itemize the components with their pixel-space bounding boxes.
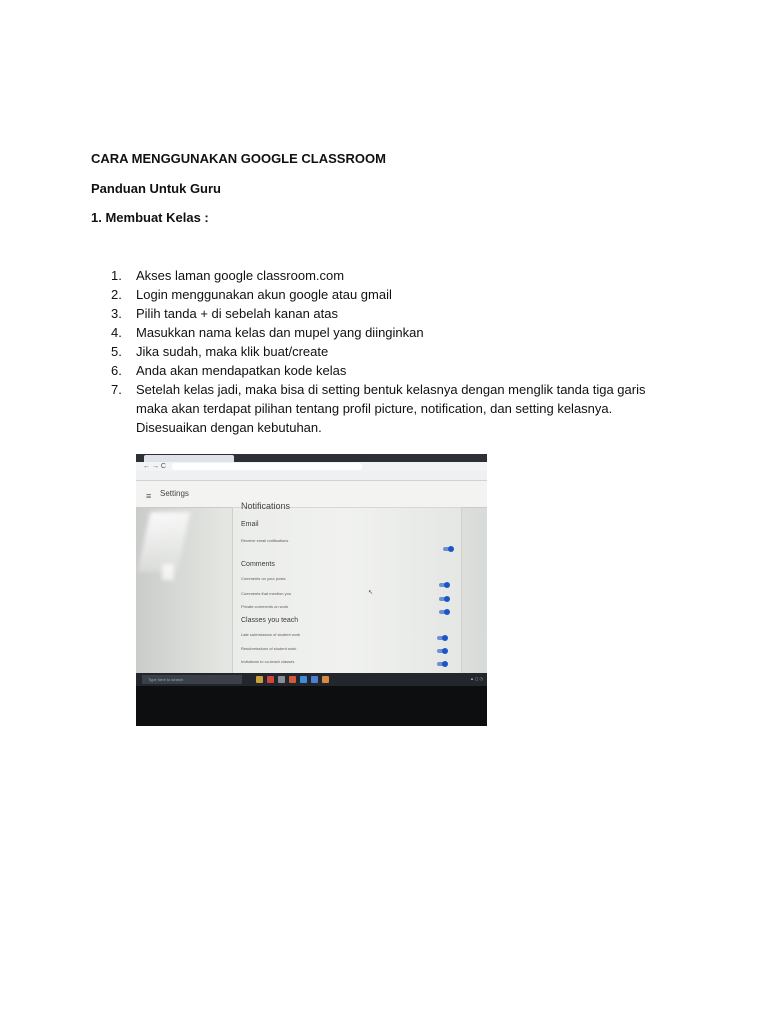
app-icon	[289, 676, 296, 683]
list-item	[111, 304, 671, 323]
browser-tab	[144, 455, 234, 462]
settings-title: Settings	[160, 489, 189, 498]
list-item	[111, 342, 671, 361]
list-number: 7.	[111, 382, 122, 397]
comments-toggle	[439, 583, 449, 587]
notifications-panel	[232, 501, 462, 682]
steps-list	[111, 266, 671, 437]
list-item	[111, 266, 671, 285]
browser-tab-bar	[136, 454, 487, 462]
comments-toggle	[439, 610, 449, 614]
classes-toggle	[437, 636, 447, 640]
comments-heading: Comments	[241, 561, 275, 568]
section-heading: 1. Membuat Kelas :	[91, 210, 209, 225]
document-subtitle: Panduan Untuk Guru	[91, 181, 221, 196]
nav-arrows-icon: ← → C	[143, 463, 166, 470]
classes-item: Invitations to co-teach classes	[241, 659, 295, 664]
list-item	[111, 323, 671, 342]
classes-toggle	[437, 649, 447, 653]
app-icon	[278, 676, 285, 683]
email-toggle	[443, 547, 453, 551]
list-number: 3.	[111, 306, 122, 321]
monitor-screen	[136, 454, 487, 686]
email-heading: Email	[241, 521, 259, 528]
app-icon	[311, 676, 318, 683]
list-item	[111, 361, 671, 380]
list-number: 4.	[111, 325, 122, 340]
list-text: Login menggunakan akun google atau gmail	[136, 287, 392, 302]
classes-item: Late submissions of student work	[241, 632, 301, 637]
list-number: 6.	[111, 363, 122, 378]
list-number: 5.	[111, 344, 122, 359]
app-icon	[267, 676, 274, 683]
screenshot-photo	[136, 454, 487, 726]
list-text: Anda akan mendapatkan kode kelas	[136, 363, 347, 378]
list-item	[111, 285, 671, 304]
menu-icon: ≡	[146, 491, 152, 501]
list-text: Jika sudah, maka klik buat/create	[136, 344, 329, 359]
comments-item: Private comments on work	[241, 604, 289, 609]
file-explorer-icon	[256, 676, 263, 683]
comments-item: Comments on your posts	[241, 576, 286, 581]
list-text: Setelah kelas jadi, maka bisa di setting bentuk kelasnya dengan menglik tanda tiga garis maka akan terdapat pilihan tentang profil picture, notification, dan setting kelasnya. Disesuaikan dengan kebutuhan.	[136, 382, 646, 435]
comments-item: Comments that mention you	[241, 591, 292, 596]
window-reflection	[138, 512, 191, 572]
browser-address-bar	[136, 462, 487, 471]
classes-heading: Classes you teach	[241, 617, 299, 624]
list-number: 2.	[111, 287, 122, 302]
settings-app-bar	[136, 481, 487, 508]
bookmarks-bar	[136, 471, 487, 481]
url-field	[172, 463, 362, 470]
document-title: CARA MENGGUNAKAN GOOGLE CLASSROOM	[91, 151, 386, 166]
app-icon	[322, 676, 329, 683]
window-reflection	[162, 564, 174, 580]
classes-item: Resubmissions of student work	[241, 646, 297, 651]
list-text: Masukkan nama kelas dan mupel yang diinginkan	[136, 325, 424, 340]
mouse-cursor-icon: ↖	[368, 590, 374, 596]
list-text: Akses laman google classroom.com	[136, 268, 345, 283]
list-number: 1.	[111, 268, 122, 283]
taskbar	[136, 673, 487, 686]
email-item: Receive email notifications	[241, 538, 289, 543]
classes-toggle	[437, 662, 447, 666]
browser-icon	[300, 676, 307, 683]
taskbar-search: Type here to search	[142, 675, 242, 684]
comments-toggle	[439, 597, 449, 601]
list-item	[111, 380, 671, 437]
system-tray: ▲ ◻ ◷	[470, 676, 483, 681]
notifications-heading: Notifications	[241, 501, 291, 511]
list-text: Pilih tanda + di sebelah kanan atas	[136, 306, 339, 321]
